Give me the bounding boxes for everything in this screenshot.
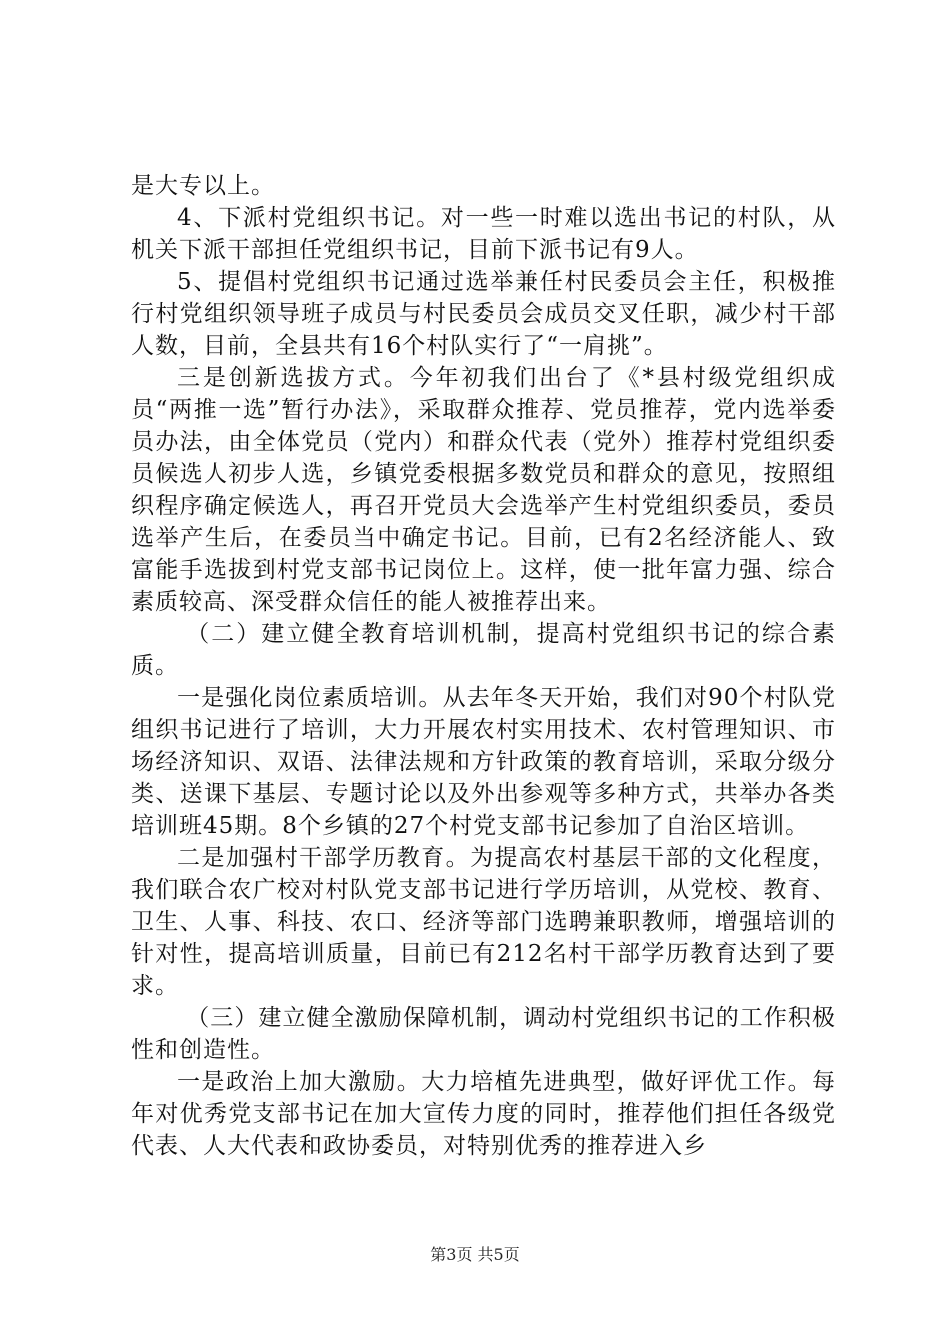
paragraph-training: 一是强化岗位素质培训。从去年冬天开始，我们对90个村队党组织书记进行了培训，大力开展农村实用技术、农村管理知识、市场经济知识、双语、法律法规和方针政策的教育培训，采取分级分类、送课下基层、专题讨论以及外出参观等多种方式，共举办各类培训班45期。8个乡镇的27个村党支部书记参加了自治区培训。: [131, 685, 836, 839]
section-heading-3: （三）建立健全激励保障机制，调动村党组织书记的工作积极性和创造性。: [131, 1005, 836, 1063]
paragraph-selection-method: 三是创新选拔方式。今年初我们出台了《*县村级党组织成员“两推一选”暂行办法》，采取群众推荐、党员推荐，党内选举委员办法，由全体党员（党内）和群众代表（党外）推荐村党组织委员候选人初步人选，乡镇党委根据多数党员和群众的意见，按照组织程序确定候选人，再召开党员大会选举产生村党组织委员，委员选举产生后，在委员当中确定书记。目前，已有2名经济能人、致富能手选拔到村党支部书记岗位上。这样，使一批年富力强、综合素质较高、深受群众信任的能人被推荐出来。: [131, 365, 836, 615]
paragraph-item-5: 5、提倡村党组织书记通过选举兼任村民委员会主任，积极推行村党组织领导班子成员与村民委员会成员交叉任职，减少村干部人数，目前，全县共有16个村队实行了“一肩挑”。: [131, 269, 836, 359]
paragraph-political-incentive: 一是政治上加大激励。大力培植先进典型，做好评优工作。每年对优秀党支部书记在加大宣传力度的同时，推荐他们担任各级党代表、人大代表和政协委员，对特别优秀的推荐进入乡: [131, 1069, 836, 1159]
section-heading-2: （二）建立健全教育培训机制，提高村党组织书记的综合素质。: [131, 621, 836, 679]
page-number-footer: 第3页 共5页: [430, 1245, 520, 1264]
paragraph-education: 二是加强村干部学历教育。为提高农村基层干部的文化程度，我们联合农广校对村队党支部书记进行学历培训，从党校、教育、卫生、人事、科技、农口、经济等部门选聘兼职教师，增强培训的针对性，提高培训质量，目前已有212名村干部学历教育达到了要求。: [131, 845, 836, 999]
document-body: [131, 170, 836, 1162]
paragraph-item-4: 4、下派村党组织书记。对一些一时难以选出书记的村队，从机关下派干部担任党组织书记，目前下派书记有9人。: [131, 205, 836, 263]
paragraph-continuation: 是大专以上。: [131, 173, 275, 199]
